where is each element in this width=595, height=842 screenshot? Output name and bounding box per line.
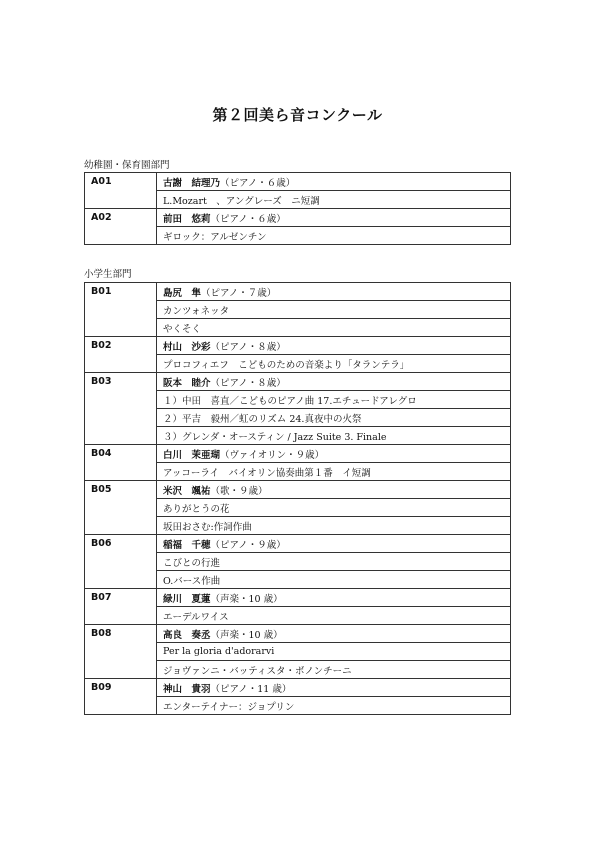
section-heading-elementary: 小学生部門 bbox=[84, 269, 132, 280]
entry-row bbox=[85, 625, 511, 643]
performer-detail: （ヴァイオリン・９歳） bbox=[220, 449, 325, 461]
performer-name: 阪本 睦介 bbox=[163, 377, 211, 389]
performer-detail: （声楽・10 歳） bbox=[210, 629, 283, 641]
piece-text: ２）平吉 毅州／虹のリズム 24.真夜中の火祭 bbox=[157, 409, 511, 427]
piece-text: ジョヴァンニ・バッティスタ・ボノンチーニ bbox=[157, 661, 511, 679]
performer-name: 村山 沙彩 bbox=[163, 341, 211, 353]
entries-table-elementary bbox=[84, 282, 511, 715]
performer-name: 神山 貴羽 bbox=[163, 683, 211, 695]
performer-cell bbox=[157, 589, 511, 607]
entry-code: B08 bbox=[85, 625, 157, 679]
entry-row bbox=[85, 173, 511, 191]
entry-row bbox=[85, 209, 511, 227]
piece-text: カンツォネッタ bbox=[157, 301, 511, 319]
entry-row bbox=[85, 445, 511, 463]
performer-detail: （ピアノ・６歳） bbox=[220, 177, 296, 189]
performer-detail: （ピアノ・８歳） bbox=[210, 341, 286, 353]
performer-cell bbox=[157, 283, 511, 301]
section-heading-kindergarten: 幼稚園・保育園部門 bbox=[84, 160, 170, 171]
performer-cell bbox=[157, 173, 511, 191]
performer-detail: （声楽・10 歳） bbox=[210, 593, 283, 605]
entry-row bbox=[85, 373, 511, 391]
piece-text: やくそく bbox=[157, 319, 511, 337]
piece-text: ありがとうの花 bbox=[157, 499, 511, 517]
performer-cell bbox=[157, 625, 511, 643]
piece-text: エーデルワイス bbox=[157, 607, 511, 625]
piece-text: O.バース作曲 bbox=[157, 571, 511, 589]
performer-cell bbox=[157, 209, 511, 227]
entry-row bbox=[85, 535, 511, 553]
piece-text: こびとの行進 bbox=[157, 553, 511, 571]
entry-code: B07 bbox=[85, 589, 157, 625]
piece-text: エンターテイナー：ジョプリン bbox=[157, 697, 511, 715]
performer-name: 古謝 結理乃 bbox=[163, 177, 221, 189]
piece-text: アッコーライ バイオリン協奏曲第１番 イ短調 bbox=[157, 463, 511, 481]
performer-detail: （ピアノ・７歳） bbox=[201, 287, 277, 299]
entry-code: B05 bbox=[85, 481, 157, 535]
performer-name: 稲福 千穂 bbox=[163, 539, 211, 551]
performer-name: 前田 悠莉 bbox=[163, 213, 211, 225]
entries-table-kindergarten bbox=[84, 172, 511, 245]
performer-detail: （ピアノ・６歳） bbox=[210, 213, 286, 225]
entry-row bbox=[85, 283, 511, 301]
piece-text: L.Mozart 、アングレーズ ニ短調 bbox=[157, 191, 511, 209]
entry-row bbox=[85, 589, 511, 607]
performer-cell bbox=[157, 481, 511, 499]
piece-text: ギロック：アルゼンチン bbox=[157, 227, 511, 245]
performer-name: 島尻 隼 bbox=[163, 287, 202, 299]
page-title: 第２回美ら音コンクール bbox=[212, 106, 383, 124]
entry-code: B06 bbox=[85, 535, 157, 589]
entry-code: B03 bbox=[85, 373, 157, 445]
entry-row bbox=[85, 679, 511, 697]
piece-text: １）中田 喜直／こどものピアノ曲 17.エチュードアレグロ bbox=[157, 391, 511, 409]
piece-text: Per la gloria d'adorarvi bbox=[157, 643, 511, 661]
entry-code: A01 bbox=[85, 173, 157, 209]
entry-code: A02 bbox=[85, 209, 157, 245]
piece-text: 坂田おさむ:作詞作曲 bbox=[157, 517, 511, 535]
performer-detail: （ピアノ・11 歳） bbox=[210, 683, 292, 695]
entry-row bbox=[85, 481, 511, 499]
entry-code: B04 bbox=[85, 445, 157, 481]
performer-name: 米沢 颯祐 bbox=[163, 485, 211, 497]
performer-detail: （ピアノ・９歳） bbox=[210, 539, 286, 551]
entry-code: B01 bbox=[85, 283, 157, 337]
performer-name: 白川 茉亜瑚 bbox=[163, 449, 221, 461]
performer-name: 緑川 夏蓮 bbox=[163, 593, 211, 605]
performer-cell bbox=[157, 445, 511, 463]
piece-text: ３）グレンダ・オースティン / Jazz Suite 3. Finale bbox=[157, 427, 511, 445]
performer-cell bbox=[157, 373, 511, 391]
performer-detail: （ピアノ・８歳） bbox=[210, 377, 286, 389]
performer-detail: （歌・９歳） bbox=[210, 485, 268, 497]
entry-code: B09 bbox=[85, 679, 157, 715]
entry-row bbox=[85, 337, 511, 355]
performer-cell bbox=[157, 535, 511, 553]
performer-name: 高良 奏丞 bbox=[163, 629, 211, 641]
entry-code: B02 bbox=[85, 337, 157, 373]
performer-cell bbox=[157, 679, 511, 697]
piece-text: プロコフィエフ こどものための音楽より「タランテラ」 bbox=[157, 355, 511, 373]
performer-cell bbox=[157, 337, 511, 355]
